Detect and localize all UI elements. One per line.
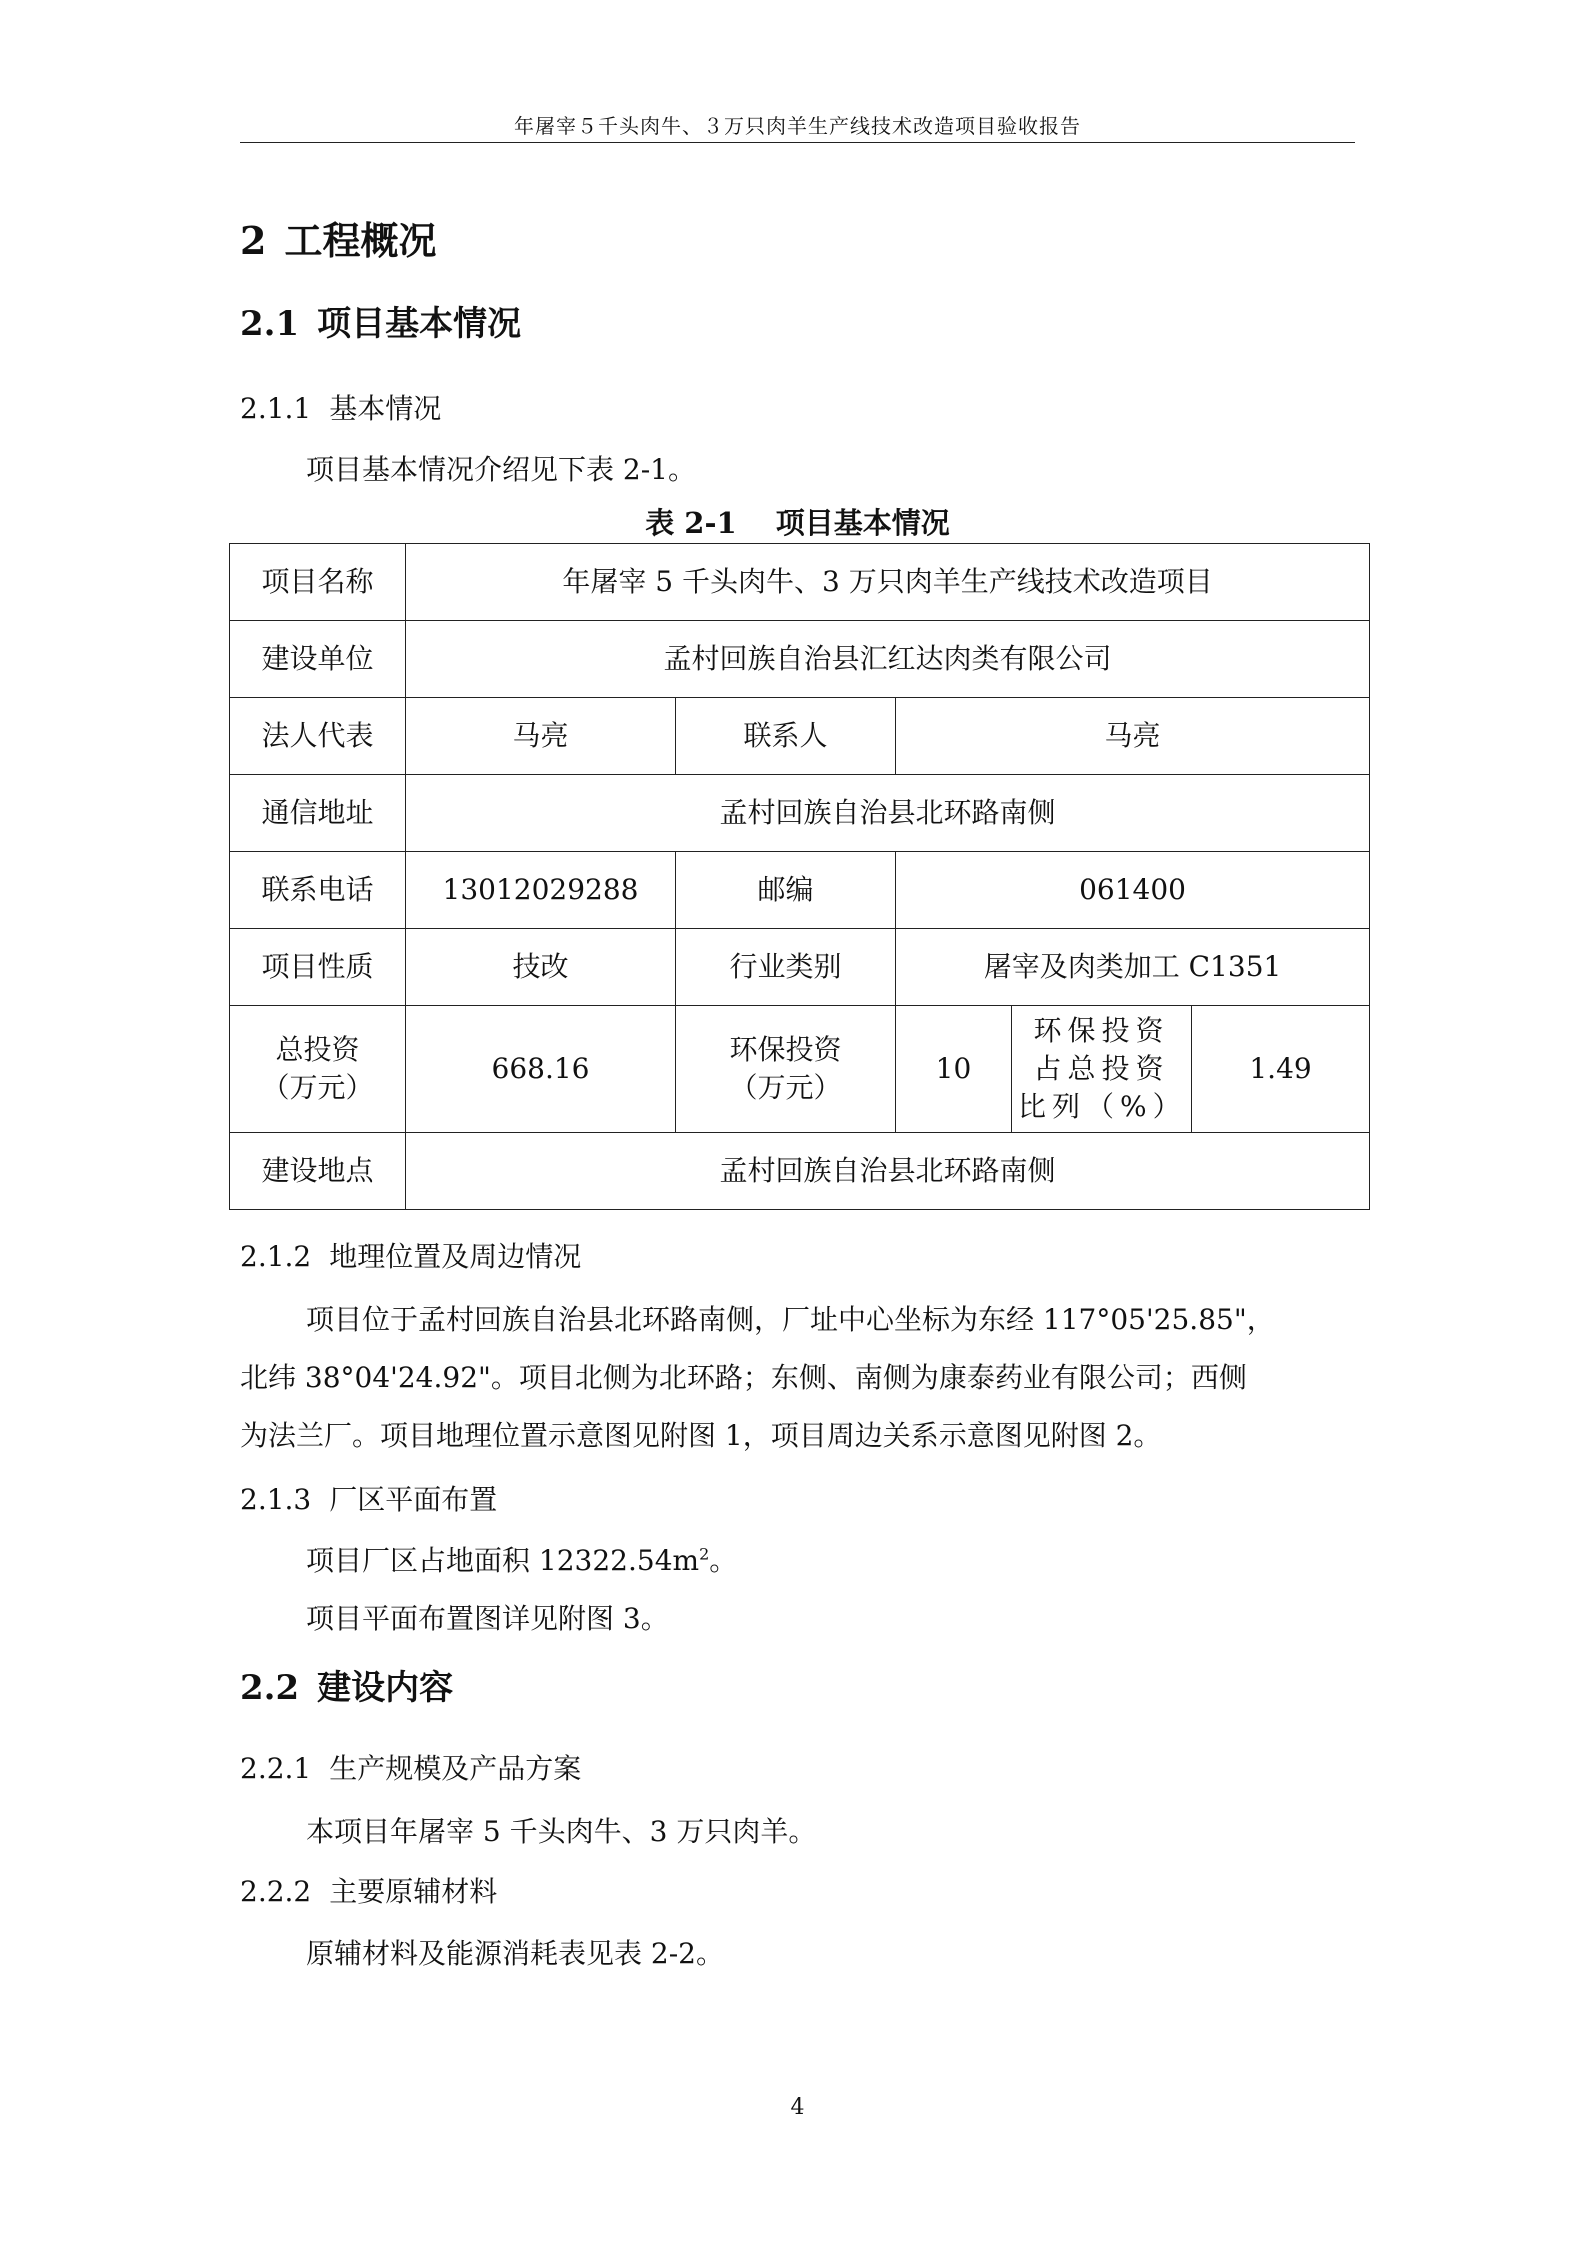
subsection-heading-2-1 — [240, 296, 521, 345]
cell-label: 通信地址 — [230, 775, 406, 852]
label-line: 比列（%） — [1018, 1090, 1187, 1123]
heading-2-2-1 — [240, 1747, 581, 1787]
cell-label: 法人代表 — [230, 698, 406, 775]
cell-label — [1012, 1006, 1192, 1133]
cell-value: 马亮 — [406, 698, 676, 775]
cell-value: 668.16 — [406, 1006, 676, 1133]
section-number: 2 — [240, 218, 267, 263]
heading-2-2-2 — [240, 1870, 497, 1910]
table-row — [230, 544, 1370, 621]
cell-value: 技改 — [406, 929, 676, 1006]
label-line: （万元） — [729, 1071, 842, 1104]
cell-value: 孟村回族自治县北环路南侧 — [406, 1133, 1370, 1210]
heading-number: 2.1.3 — [240, 1483, 312, 1516]
label-line: （万元） — [261, 1071, 374, 1104]
subsection-number: 2.2 — [240, 1668, 300, 1708]
subsection-heading-2-2 — [240, 1660, 453, 1709]
project-info-table — [229, 543, 1370, 1210]
cell-value: 061400 — [896, 852, 1370, 929]
cell-value: 13012029288 — [406, 852, 676, 929]
section-heading — [240, 210, 436, 265]
paragraph-line: 为法兰厂。项目地理位置示意图见附图 1，项目周边关系示意图见附图 2。 — [240, 1419, 1162, 1452]
cell-value: 1.49 — [1192, 1006, 1370, 1133]
paragraph-2-2-2: 原辅材料及能源消耗表见表 2-2。 — [306, 1937, 724, 1970]
cell-label: 项目性质 — [230, 929, 406, 1006]
heading-title: 生产规模及产品方案 — [329, 1752, 582, 1785]
area-tail: 。 — [709, 1544, 738, 1577]
cell-label: 建设地点 — [230, 1133, 406, 1210]
paragraph-line: 项目位于孟村回族自治县北环路南侧，厂址中心坐标为东经 117°05'25.85"， — [306, 1303, 1275, 1336]
cell-value: 屠宰及肉类加工 C1351 — [896, 929, 1370, 1006]
cell-value: 10 — [896, 1006, 1012, 1133]
area-text: 项目厂区占地面积 12322.54m — [306, 1544, 700, 1577]
section-title: 工程概况 — [284, 218, 437, 263]
heading-2-1-2 — [240, 1235, 581, 1275]
table-row — [230, 1133, 1370, 1210]
heading-title: 基本情况 — [329, 392, 442, 425]
cell-label — [230, 1006, 406, 1133]
page-number: 4 — [790, 2095, 805, 2120]
table-row — [230, 775, 1370, 852]
paragraph-layout: 项目平面布置图详见附图 3。 — [306, 1602, 669, 1635]
label-line: 总投资 — [275, 1033, 360, 1066]
cell-value: 孟村回族自治县汇红达肉类有限公司 — [406, 621, 1370, 698]
subsection-number: 2.1 — [240, 304, 300, 344]
table-row — [230, 929, 1370, 1006]
label-line: 环保投资 — [1033, 1014, 1170, 1047]
subsection-title: 建设内容 — [317, 1668, 454, 1708]
heading-2-1-1 — [240, 387, 441, 427]
heading-number: 2.2.1 — [240, 1752, 312, 1785]
label-line: 占总投资 — [1033, 1052, 1170, 1085]
cell-value: 孟村回族自治县北环路南侧 — [406, 775, 1370, 852]
heading-number: 2.1.2 — [240, 1240, 312, 1273]
cell-label: 行业类别 — [676, 929, 896, 1006]
header-divider — [240, 142, 1355, 143]
heading-2-1-3 — [240, 1478, 497, 1518]
table-row — [230, 621, 1370, 698]
paragraph-area — [306, 1539, 737, 1579]
cell-label: 联系电话 — [230, 852, 406, 929]
heading-number: 2.2.2 — [240, 1875, 312, 1908]
table-caption: 表 2-1 项目基本情况 — [645, 506, 950, 540]
table-row — [230, 1006, 1370, 1133]
cell-label: 联系人 — [676, 698, 896, 775]
table-row — [230, 852, 1370, 929]
cell-value: 马亮 — [896, 698, 1370, 775]
cell-label: 建设单位 — [230, 621, 406, 698]
label-line: 环保投资 — [729, 1033, 842, 1066]
cell-label: 邮编 — [676, 852, 896, 929]
paragraph-2-2-1: 本项目年屠宰 5 千头肉牛、3 万只肉羊。 — [306, 1815, 817, 1848]
table-row — [230, 698, 1370, 775]
heading-title: 地理位置及周边情况 — [329, 1240, 582, 1273]
heading-number: 2.1.1 — [240, 392, 312, 425]
subsection-title: 项目基本情况 — [317, 304, 522, 344]
area-superscript: 2 — [699, 1544, 710, 1564]
cell-label: 项目名称 — [230, 544, 406, 621]
cell-value: 年屠宰 5 千头肉牛、3 万只肉羊生产线技术改造项目 — [406, 544, 1370, 621]
paragraph-line: 北纬 38°04'24.92"。项目北侧为北环路；东侧、南侧为康泰药业有限公司；西侧 — [240, 1361, 1247, 1394]
heading-title: 主要原辅材料 — [329, 1875, 498, 1908]
heading-title: 厂区平面布置 — [329, 1483, 498, 1516]
paragraph-2-1-1: 项目基本情况介绍见下表 2-1。 — [306, 453, 696, 486]
running-header: 年屠宰５千头肉牛、３万只肉羊生产线技术改造项目验收报告 — [514, 114, 1081, 138]
cell-label — [676, 1006, 896, 1133]
